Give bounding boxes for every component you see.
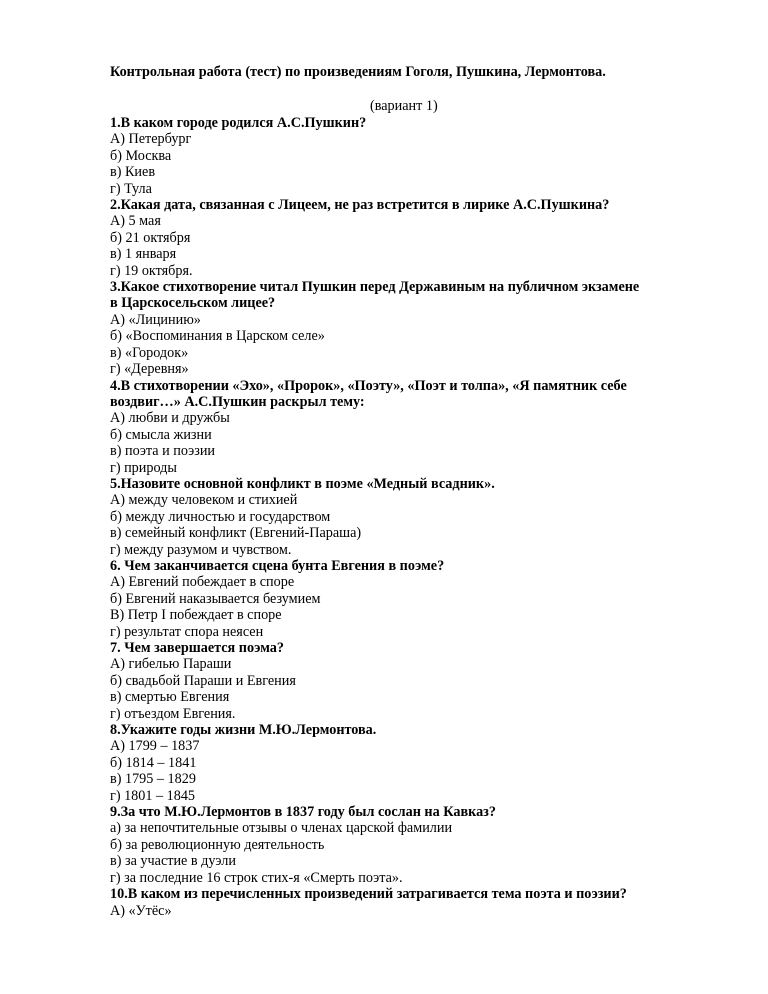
question-line: в Царскосельском лицее? bbox=[110, 295, 276, 312]
answer-option: г) за последние 16 строк стих-я «Смерть поэта». bbox=[110, 869, 403, 886]
answer-option: А) 1799 – 1837 bbox=[110, 738, 200, 755]
document-title: Контрольная работа (тест) по произведениям Гоголя, Пушкина, Лермонтова. bbox=[110, 64, 606, 80]
answer-option: б) Евгений наказывается безумием bbox=[110, 590, 321, 607]
variant-label: (вариант 1) bbox=[370, 98, 438, 114]
answer-option: А) любви и дружбы bbox=[110, 410, 230, 427]
question-line: воздвиг…» А.С.Пушкин раскрыл тему: bbox=[110, 393, 365, 410]
answer-option: в) «Городок» bbox=[110, 344, 189, 361]
question-line: 2.Какая дата, связанная с Лицеем, не раз встретится в лирике А.С.Пушкина? bbox=[110, 197, 610, 214]
question-line: 7. Чем завершается поэма? bbox=[110, 640, 284, 656]
question-line: 3.Какое стихотворение читал Пушкин перед Державиным на публичном экзамене bbox=[110, 279, 640, 296]
question-block bbox=[110, 197, 710, 279]
question-text bbox=[110, 886, 710, 902]
question-block bbox=[110, 378, 710, 476]
answer-option: А) 5 мая bbox=[110, 213, 161, 230]
question-text bbox=[110, 378, 710, 411]
question-text bbox=[110, 197, 710, 213]
answer-option: б) «Воспоминания в Царском селе» bbox=[110, 328, 325, 345]
question-block bbox=[110, 476, 710, 558]
answer-option: А) гибелью Параши bbox=[110, 656, 232, 673]
answer-option: г) отъездом Евгения. bbox=[110, 705, 236, 722]
answer-option: г) 1801 – 1845 bbox=[110, 787, 196, 804]
question-block bbox=[110, 640, 710, 722]
answer-option: в) Киев bbox=[110, 164, 156, 181]
answer-option: в) 1 января bbox=[110, 246, 177, 263]
question-line: 5.Назовите основной конфликт в поэме «Медный всадник». bbox=[110, 475, 495, 492]
question-line: 6. Чем заканчивается сцена бунта Евгения в поэме? bbox=[110, 557, 445, 574]
answer-option: в) 1795 – 1829 bbox=[110, 771, 196, 788]
question-text bbox=[110, 476, 710, 492]
answer-option: б) 1814 – 1841 bbox=[110, 754, 197, 771]
answer-option: г) Тула bbox=[110, 180, 152, 197]
answer-option: б) свадьбой Параши и Евгения bbox=[110, 672, 296, 689]
answer-option: б) Москва bbox=[110, 147, 172, 164]
question-block bbox=[110, 115, 710, 197]
question-text bbox=[110, 804, 710, 820]
answer-option: в) поэта и поэзии bbox=[110, 443, 216, 460]
question-line: 9.За что М.Ю.Лермонтов в 1837 году был сослан на Кавказ? bbox=[110, 804, 496, 821]
question-block bbox=[110, 279, 710, 377]
answer-option: г) результат спора неясен bbox=[110, 623, 264, 640]
question-block bbox=[110, 722, 710, 804]
answer-option: г) природы bbox=[110, 459, 177, 476]
answer-option: в) смертью Евгения bbox=[110, 689, 230, 706]
answer-option: г) «Деревня» bbox=[110, 361, 189, 378]
question-block bbox=[110, 804, 710, 886]
question-text bbox=[110, 640, 710, 656]
questions-list bbox=[110, 115, 710, 919]
answer-option: В) Петр I побеждает в споре bbox=[110, 607, 282, 624]
question-block bbox=[110, 886, 710, 919]
answer-option: б) между личностью и государством bbox=[110, 508, 331, 525]
answer-option: г) 19 октября. bbox=[110, 262, 193, 279]
question-text bbox=[110, 279, 710, 312]
answer-option: а) за непочтительные отзывы о членах царской фамилии bbox=[110, 820, 453, 837]
answer-option: б) за революционную деятельность bbox=[110, 836, 325, 853]
question-text bbox=[110, 115, 710, 131]
question-line: 8.Укажите годы жизни М.Ю.Лермонтова. bbox=[110, 722, 377, 739]
answer-option: А) Евгений побеждает в споре bbox=[110, 574, 295, 591]
question-block bbox=[110, 558, 710, 640]
answer-option: г) между разумом и чувством. bbox=[110, 541, 292, 558]
answer-option: в) семейный конфликт (Евгений-Параша) bbox=[110, 525, 362, 542]
question-line: 1.В каком городе родился А.С.Пушкин? bbox=[110, 115, 367, 131]
answer-option: А) Петербург bbox=[110, 131, 192, 148]
answer-option: в) за участие в дуэли bbox=[110, 853, 236, 870]
answer-option: А) «Утёс» bbox=[110, 902, 172, 919]
question-text bbox=[110, 558, 710, 574]
question-line: 4.В стихотворении «Эхо», «Пророк», «Поэту», «Поэт и толпа», «Я памятник себе bbox=[110, 377, 627, 394]
question-text bbox=[110, 722, 710, 738]
answer-option: А) между человеком и стихией bbox=[110, 492, 298, 509]
question-line: 10.В каком из перечисленных произведений затрагивается тема поэта и поэзии? bbox=[110, 886, 627, 903]
answer-option: б) смысла жизни bbox=[110, 426, 212, 443]
answer-option: А) «Лицинию» bbox=[110, 311, 201, 328]
answer-option: б) 21 октября bbox=[110, 229, 191, 246]
